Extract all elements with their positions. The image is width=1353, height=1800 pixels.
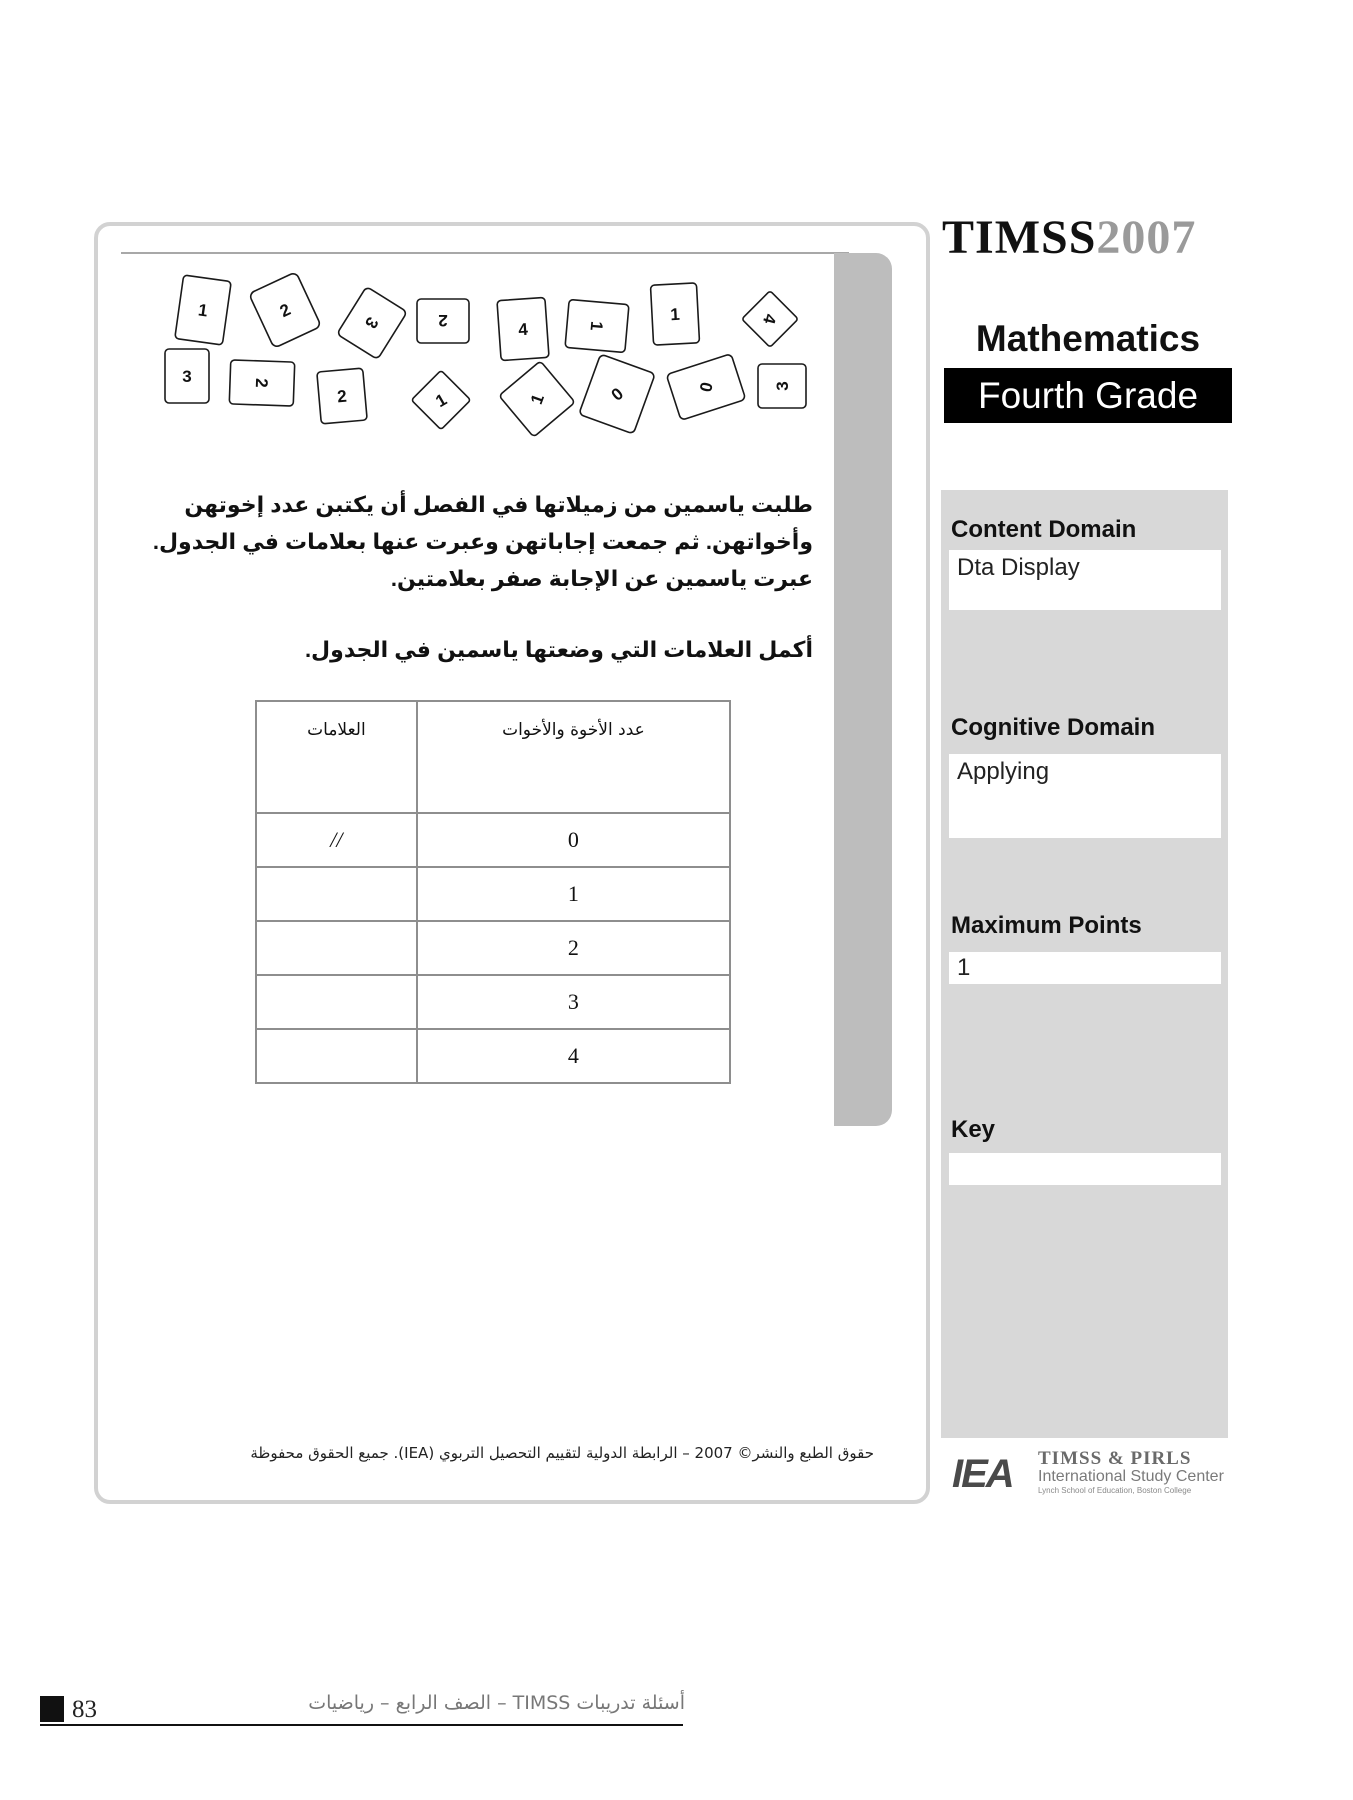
footer-title: أسئلة تدريبات TIMSS – الصف الرابع – رياضيات <box>308 1692 685 1714</box>
count-cell: 2 <box>417 921 730 975</box>
card-number: 2 <box>276 299 294 322</box>
timss-logo <box>942 211 1197 264</box>
number-card <box>497 297 549 360</box>
tally-cell[interactable] <box>256 867 417 921</box>
number-card <box>249 272 321 348</box>
card-number: 4 <box>517 319 529 340</box>
top-divider <box>121 252 849 254</box>
table-row <box>256 867 730 921</box>
maximum-points-value: 1 <box>949 952 1221 984</box>
question-instruction: أكمل العلامات التي وضعتها ياسمين في الجدول. <box>304 637 813 662</box>
subject-title: Mathematics <box>975 318 1201 359</box>
iea-mark: IEA <box>952 1452 1013 1496</box>
key-value <box>949 1153 1221 1185</box>
iea-school: Lynch School of Education, Boston College <box>1038 1486 1192 1495</box>
number-card <box>565 299 629 352</box>
maximum-points-label: Maximum Points <box>951 912 1142 939</box>
iea-logo <box>952 1448 1222 1500</box>
tally-cell[interactable] <box>256 975 417 1029</box>
card-number: 3 <box>773 381 792 391</box>
number-card <box>499 361 575 437</box>
number-card <box>742 291 799 348</box>
card-number: 2 <box>438 311 448 330</box>
table-row <box>256 1029 730 1083</box>
tally-cell[interactable] <box>256 1029 417 1083</box>
number-card <box>175 275 231 345</box>
count-cell: 0 <box>417 813 730 867</box>
number-card <box>337 287 407 360</box>
tally-cell[interactable]: // <box>256 813 417 867</box>
table-header-row <box>256 701 730 813</box>
number-card <box>579 354 655 434</box>
tally-table <box>255 700 731 1084</box>
grade-banner: Fourth Grade <box>944 368 1232 423</box>
header-count: عدد الأخوة والأخوات <box>417 701 730 813</box>
card-number: 1 <box>586 320 607 332</box>
footer-marker <box>40 1696 64 1722</box>
count-cell: 4 <box>417 1029 730 1083</box>
content-domain-label: Content Domain <box>951 516 1137 543</box>
header-tally: العلامات <box>256 701 417 813</box>
card-number: 2 <box>336 386 348 407</box>
copyright-notice: حقوق الطبع والنشر© 2007 – الرابطة الدولية لتقييم التحصيل التربوي (IEA). جميع الحقوق محفوظة <box>250 1444 874 1462</box>
card-number: 3 <box>182 367 192 386</box>
iea-center: International Study Center <box>1038 1468 1224 1485</box>
number-card <box>650 283 699 345</box>
scattered-cards <box>150 265 820 450</box>
question-paragraph: طلبت ياسمين من زميلاتها في الفصل أن يكتبن عدد إخوتهن وأخواتهن. ثم جمعت إجاباتهن وعبرت عنها بعلامات في الجدول. عبرت ياسمين عن الإجابة صفر بعلامتين. <box>152 492 813 591</box>
count-cell: 3 <box>417 975 730 1029</box>
page-number: 83 <box>72 1696 97 1723</box>
card-number: 0 <box>696 380 717 394</box>
iea-title: TIMSS & PIRLS <box>1038 1448 1192 1469</box>
table-row <box>256 813 730 867</box>
card-number: 0 <box>607 384 628 405</box>
number-card <box>165 349 209 403</box>
number-card <box>229 360 294 406</box>
card-number: 4 <box>759 311 780 326</box>
content-domain-value: Dta Display <box>949 550 1221 610</box>
card-number: 1 <box>196 300 209 321</box>
footer-divider <box>40 1724 683 1726</box>
number-card <box>666 354 746 421</box>
cognitive-domain-value: Applying <box>949 754 1221 838</box>
table-row <box>256 921 730 975</box>
side-accent-bar <box>834 253 892 1126</box>
logo-text: TIMSS <box>942 211 1097 264</box>
card-number: 2 <box>251 377 272 389</box>
number-card <box>411 370 470 429</box>
number-card <box>758 364 806 408</box>
count-cell: 1 <box>417 867 730 921</box>
cognitive-domain-label: Cognitive Domain <box>951 714 1156 741</box>
card-number: 1 <box>526 391 549 407</box>
table-row <box>256 975 730 1029</box>
key-label: Key <box>951 1116 996 1143</box>
logo-year: 2007 <box>1096 211 1197 264</box>
item-info-panel <box>941 490 1228 1438</box>
card-number: 1 <box>669 304 681 325</box>
card-number: 3 <box>361 313 383 332</box>
card-number: 1 <box>432 389 451 412</box>
number-card <box>317 368 367 424</box>
number-card <box>417 299 469 343</box>
tally-cell[interactable] <box>256 921 417 975</box>
